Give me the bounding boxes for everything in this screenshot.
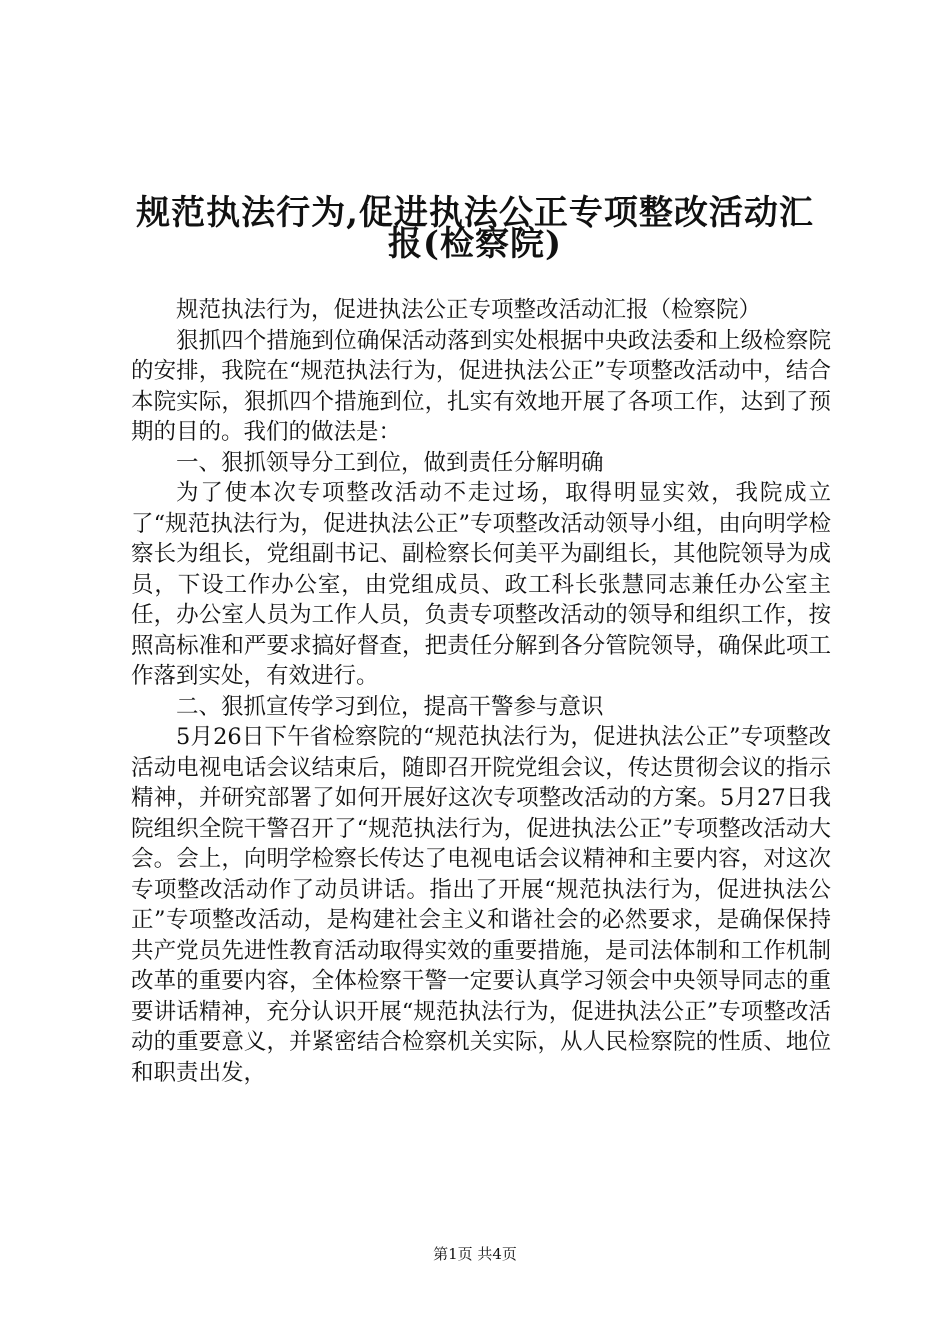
page-footer: 第1页 共4页 [433,1245,517,1263]
paragraph-section-1: 为了使本次专项整改活动不走过场，取得明显实效，我院成立了“规范执法行为，促进执法公正”专项整改活动领导小组，由向明学检察长为组长，党组副书记、副检察长何美平为副组长，其他院领导为成员，下设工作办公室，由党组成员、政工科长张慧同志兼任办公室主任，办公室人员为工作人员，负责专项整改活动的领导和组织工作，按照高标准和严要求搞好督查，把责任分解到各分管院领导，确保此项工作落到实处，有效进行。 [131,480,831,689]
document-body [131,295,831,1088]
paragraph-intro: 狠抓四个措施到位确保活动落到实处根据中央政法委和上级检察院的安排，我院在“规范执法行为，促进执法公正”专项整改活动中，结合本院实际，狠抓四个措施到位，扎实有效地开展了各项工作，达到了预期的目的。我们的做法是： [131,327,831,445]
section-heading-2: 二、狠抓宣传学习到位，提高干警参与意识 [176,693,604,720]
document-title-line-1: 规范执法行为,促进执法公正专项整改活动汇 [136,193,814,233]
paragraph-subtitle: 规范执法行为，促进执法公正专项整改活动汇报（检察院） [176,297,762,323]
section-heading-1: 一、狠抓领导分工到位，做到责任分解明确 [176,449,604,476]
document-title-line-2: 报(检察院) [387,224,563,264]
paragraph-section-2: 5月26日下午省检察院的“规范执法行为，促进执法公正”专项整改活动电视电话会议结束后，随即召开院党组会议，传达贯彻会议的指示精神，并研究部署了如何开展好这次专项整改活动的方案。5月27日我院组织全院干警召开了“规范执法行为，促进执法公正”专项整改活动大会。会上，向明学检察长传达了电视电话会议精神和主要内容，对这次专项整改活动作了动员讲话。指出了开展“规范执法行为，促进执法公正”专项整改活动，是构建社会主义和谐社会的必然要求，是确保保持共产党员先进性教育活动取得实效的重要措施，是司法体制和工作机制改革的重要内容，全体检察干警一定要认真学习领会中央领导同志的重要讲话精神，充分认识开展“规范执法行为，促进执法公正”专项整改活动的重要意义，并紧密结合检察机关实际，从人民检察院的性质、地位和职责出发， [131,724,831,1086]
